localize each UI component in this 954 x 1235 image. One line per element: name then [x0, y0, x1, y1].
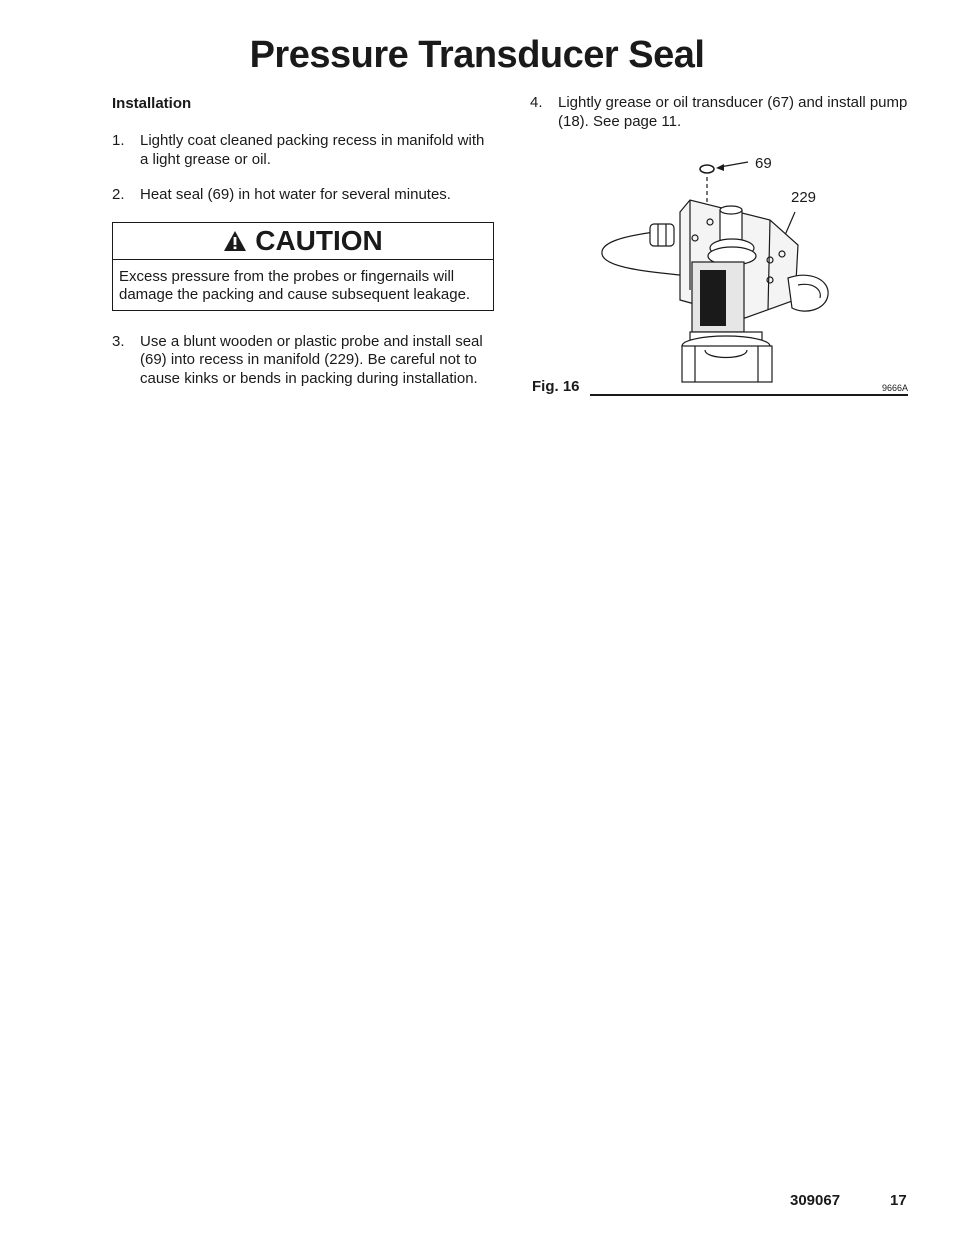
step-1: [112, 132, 496, 169]
step-number: 4.: [530, 94, 543, 111]
step-text: Heat seal (69) in hot water for several minutes.: [140, 186, 451, 203]
pump-manifold-illustration: [530, 150, 910, 390]
document-number: 309067: [790, 1192, 841, 1209]
caution-label: CAUTION: [255, 224, 383, 256]
step-text: Lightly grease or oil transducer (67) and install pump (18). See page 11.: [558, 94, 908, 130]
callout-229: 229: [791, 189, 817, 206]
figure-rule: [590, 394, 908, 396]
page-number: 17: [890, 1192, 907, 1209]
figure-16: [530, 150, 910, 402]
step-3: [112, 333, 496, 389]
step-2: [112, 186, 496, 205]
left-column: [112, 94, 496, 405]
step-number: 2.: [112, 186, 125, 203]
step-text: Lightly coat cleaned packing recess in manifold with a light grease or oil.: [140, 132, 485, 168]
caution-text: Excess pressure from the probes or fingernails will damage the packing and cause subsequent leakage.: [119, 267, 471, 303]
warning-icon: [223, 230, 247, 252]
callout-69: 69: [755, 155, 772, 172]
figure-label: Fig. 16: [532, 378, 580, 395]
step-number: 1.: [112, 132, 125, 149]
step-number: 3.: [112, 332, 125, 350]
caution-box: [112, 222, 494, 311]
step-text: Use a blunt wooden or plastic probe and install seal (69) into recess in manifold (229). Be careful not to cause kinks or bends in packing during installation.: [140, 332, 483, 387]
caution-header: [113, 223, 493, 260]
figure-code: 9666A: [881, 383, 908, 393]
page-title: Pressure Transducer Seal: [249, 34, 705, 76]
right-column: [530, 94, 910, 148]
step-4: [530, 94, 910, 131]
section-heading: Installation: [112, 95, 192, 112]
